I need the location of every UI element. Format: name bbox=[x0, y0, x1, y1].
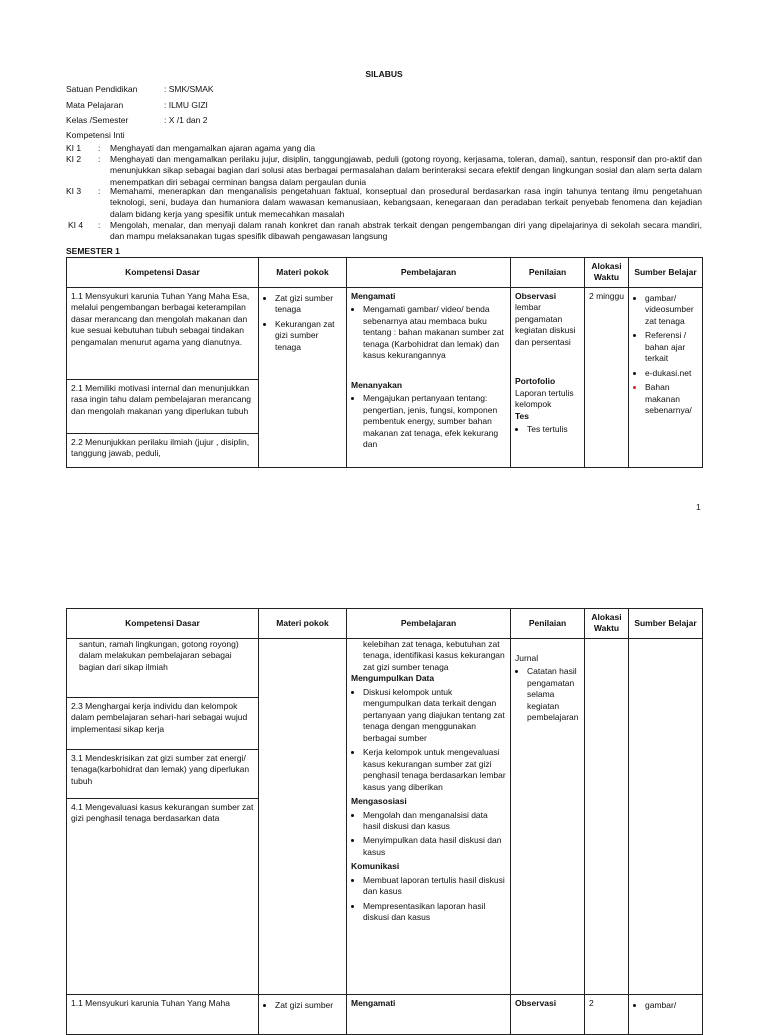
ki-3-label: KI 3 bbox=[66, 186, 82, 196]
pemb-item: • Mengolah dan menganalsisi data hasil diskusi dan kasus bbox=[363, 810, 506, 833]
ki-2-text: Menghayati dan mengamalkan perilaku jujur, disiplin, tanggungjawab, peduli (gotong royong, kerjasama, toleran, damai), santun, responsif dan pro-aktif dan menunjukkan sikap sebagai bagian dari solusi atas berbagai permasalahan dalam berinteraksi secara efektif dengan lingkungan sosial dan alam serta dalam menempatkan diri sebagai cerminan bangsa dalam pergaulan dunia bbox=[110, 154, 702, 187]
sumber-item: • gambar/ videosumber zat tenaga bbox=[645, 293, 698, 327]
ki-3-text: Memahami, menerapkan dan menganalisis pengetahuan faktual, konseptual dan prosedural berdasarkan rasa ingin tahunya tentang ilmu pengetahuan teknologi, seni, budaya dan humaniora dalam wawasan kemanusiaan, kebangsaan, kenegaraan dan peradaban terkait penyebab fenomena dan kejadian dalam bidang kerja yang spesifik untuk memecahkan masalah bbox=[110, 186, 702, 219]
kd-item: 1.1 Mensyukuri karunia Tuhan Yang Maha Esa, melalui pengembangan berbagai keterampilan dasar merancang dan mengolah makanan dan kue sesuai kebutuhan tubuh sebagai tindakan pengamalan menurut agama yang dianutnya. bbox=[71, 290, 250, 347]
document-title: SILABUS bbox=[365, 69, 403, 79]
pemb-item: • Mengajukan pertanyaan tentang: pengertian, jenis, fungsi, komponen pembentuk energy, sumber bahan makanan zat tenaga, efek kekurang dan bbox=[363, 393, 506, 450]
ki-4-label: KI 4 bbox=[68, 220, 84, 230]
pemb-item: • Membuat laporan tertulis hasil diskusi dan kasus bbox=[363, 875, 506, 898]
kd-item: santun, ramah lingkungan, gotong royong) dalam melakukan pembelajaran sebagai bagian dari sikap ilmiah bbox=[79, 638, 239, 672]
pen-heading: Observasi bbox=[515, 290, 557, 301]
kd-item: 2.3 Menghargai kerja individu dan kelompok dalam pembelajaran sehari-hari sebagai wujud implementasi sikap kerja bbox=[67, 697, 258, 749]
kd-item: 2.2 Menunjukkan perilaku ilmiah (jujur , disiplin, tanggung jawab, peduli, bbox=[67, 433, 258, 460]
meta-label-satuan: Satuan Pendidikan bbox=[66, 84, 138, 94]
pemb-item: • Mengamati gambar/ video/ benda sebenarnya atau membaca buku tentang : bahan makanan sumber zat tenaga (Karbohidrat dan lemak) dan kasus kekurangannya bbox=[363, 304, 506, 361]
materi-item: • Zat gizi sumber bbox=[275, 1000, 342, 1011]
pen-heading: Portofolio bbox=[515, 376, 556, 387]
pemb-continued: kelebihan zat tenaga, kebutuhan zat tenaga, identifikasi kasus kekurangan zat gizi sumber tenaga bbox=[363, 638, 505, 672]
page-number: 1 bbox=[696, 502, 701, 512]
penilaian-cell bbox=[511, 638, 585, 994]
pen-text: lembar pengamatan kegiatan diskusi dan persentasi bbox=[515, 302, 576, 347]
pemb-item: • Menyimpulkan data hasil diskusi dan kasus bbox=[363, 835, 506, 858]
sumber-item: • Referensi / bahan ajar terkait bbox=[645, 330, 698, 364]
pemb-heading: Menanyakan bbox=[351, 379, 403, 390]
meta-value-satuan: : SMK/SMAK bbox=[164, 84, 214, 94]
sumber-item: • gambar/ bbox=[645, 1000, 698, 1011]
materi-item: • Zat gizi sumber tenaga bbox=[275, 293, 342, 316]
sumber-item: • Bahan makanan sebenarnya/ bbox=[645, 382, 698, 416]
meta-value-kelas: : X /1 dan 2 bbox=[164, 115, 208, 125]
pen-item: • Tes tertulis bbox=[527, 424, 580, 435]
header-kompetensi-dasar: Kompetensi Dasar bbox=[67, 609, 259, 639]
header-kompetensi-dasar: Kompetensi Dasar bbox=[67, 258, 259, 288]
header-pembelajaran: Pembelajaran bbox=[347, 258, 511, 288]
header-penilaian: Penilaian bbox=[511, 258, 585, 288]
semester-label: SEMESTER 1 bbox=[66, 246, 120, 256]
pembelajaran-cell bbox=[347, 287, 511, 467]
pen-text: Laporan tertulis kelompok bbox=[515, 387, 574, 410]
materi-item: • Kekurangan zat gizi sumber tenaga bbox=[275, 319, 342, 353]
ki-2-colon: : bbox=[98, 154, 101, 164]
header-sumber-belajar: Sumber Belajar bbox=[629, 609, 703, 639]
header-materi-pokok: Materi pokok bbox=[259, 609, 347, 639]
pemb-item: • Diskusi kelompok untuk mengumpulkan data terkait dengan pertanyaan yang diajukan tentang zat tenaga dengan menggunakan berbagai sumber bbox=[363, 687, 506, 744]
pemb-item: • Mempresentasikan laporan hasil diskusi dan kasus bbox=[363, 901, 506, 924]
silabus-table-page2 bbox=[66, 608, 703, 1035]
sumber-cell bbox=[629, 287, 703, 467]
silabus-table-page1 bbox=[66, 257, 703, 468]
pemb-heading: Mengamati bbox=[351, 290, 396, 301]
sumber-item: • e-dukasi.net bbox=[645, 368, 698, 379]
pen-heading: Tes bbox=[515, 410, 530, 421]
meta-value-mapel: : ILMU GIZI bbox=[164, 100, 208, 110]
sumber-cell bbox=[629, 638, 703, 994]
materi-cell bbox=[259, 638, 347, 994]
kd-cell bbox=[67, 638, 259, 994]
header-alokasi-waktu: Alokasi Waktu bbox=[585, 609, 629, 639]
pemb-heading: Mengamati bbox=[347, 994, 511, 1034]
header-alokasi-waktu: Alokasi Waktu bbox=[585, 258, 629, 288]
ki-3-colon: : bbox=[98, 186, 101, 196]
pemb-heading: Mengumpulkan Data bbox=[351, 673, 435, 684]
materi-cell bbox=[259, 994, 347, 1034]
pemb-heading: Komunikasi bbox=[351, 861, 400, 872]
pen-item: • Catatan hasil pengamatan selama kegiatan pembelajaran bbox=[527, 666, 580, 723]
alokasi-cell: 2 bbox=[585, 994, 629, 1034]
header-pembelajaran: Pembelajaran bbox=[347, 609, 511, 639]
ki-4-text: Mengolah, menalar, dan menyaji dalam ranah konkret dan ranah abstrak terkait dengan pengembangan diri yang dipelajarinya di sekolah secara mandiri, dan mampu melaksanakan tugas spesifik dibawah pengawasan langsung bbox=[110, 220, 702, 242]
header-penilaian: Penilaian bbox=[511, 609, 585, 639]
pembelajaran-cell bbox=[347, 638, 511, 994]
pemb-item: • Kerja kelompok untuk mengevaluasi kasus kekurangan sumber zat gizi penghasil tenaga berdasarkan lembar kasus yang diberikan bbox=[363, 747, 506, 793]
meta-label-mapel: Mata Pelajaran bbox=[66, 100, 124, 110]
header-sumber-belajar: Sumber Belajar bbox=[629, 258, 703, 288]
pen-text: Jurnal bbox=[515, 652, 539, 663]
ki-1-colon: : bbox=[98, 143, 101, 153]
ki-4-colon: : bbox=[98, 220, 101, 230]
sumber-cell bbox=[629, 994, 703, 1034]
meta-label-kelas: Kelas /Semester bbox=[66, 115, 129, 125]
pen-heading: Observasi bbox=[511, 994, 585, 1034]
kd-item: 2.1 Memiliki motivasi internal dan menunjukkan rasa ingin tahu dalam pembelajaran merancang dan mengolah makanan yang diperlukan tubuh bbox=[67, 379, 258, 433]
pemb-heading: Mengasosiasi bbox=[351, 796, 407, 807]
alokasi-cell: 2 minggu bbox=[585, 287, 629, 467]
ki-2-label: KI 2 bbox=[66, 154, 82, 164]
ki-1-label: KI 1 bbox=[66, 143, 82, 153]
alokasi-cell bbox=[585, 638, 629, 994]
kd-item: 4.1 Mengevaluasi kasus kekurangan sumber zat gizi penghasil tenaga berdasarkan data bbox=[67, 798, 258, 825]
ki-1-text: Menghayati dan mengamalkan ajaran agama yang dia bbox=[110, 143, 316, 153]
kd-cell bbox=[67, 287, 259, 467]
kd-cell: 1.1 Mensyukuri karunia Tuhan Yang Maha bbox=[67, 994, 259, 1034]
kd-item: 3.1 Mendeskrisikan zat gizi sumber zat energi/ tenaga(karbohidrat dan lemak) yang diperlukan tubuh bbox=[67, 749, 258, 798]
materi-cell bbox=[259, 287, 347, 467]
header-materi-pokok: Materi pokok bbox=[259, 258, 347, 288]
kompetensi-inti-label: Kompetensi Inti bbox=[66, 130, 125, 140]
penilaian-cell bbox=[511, 287, 585, 467]
